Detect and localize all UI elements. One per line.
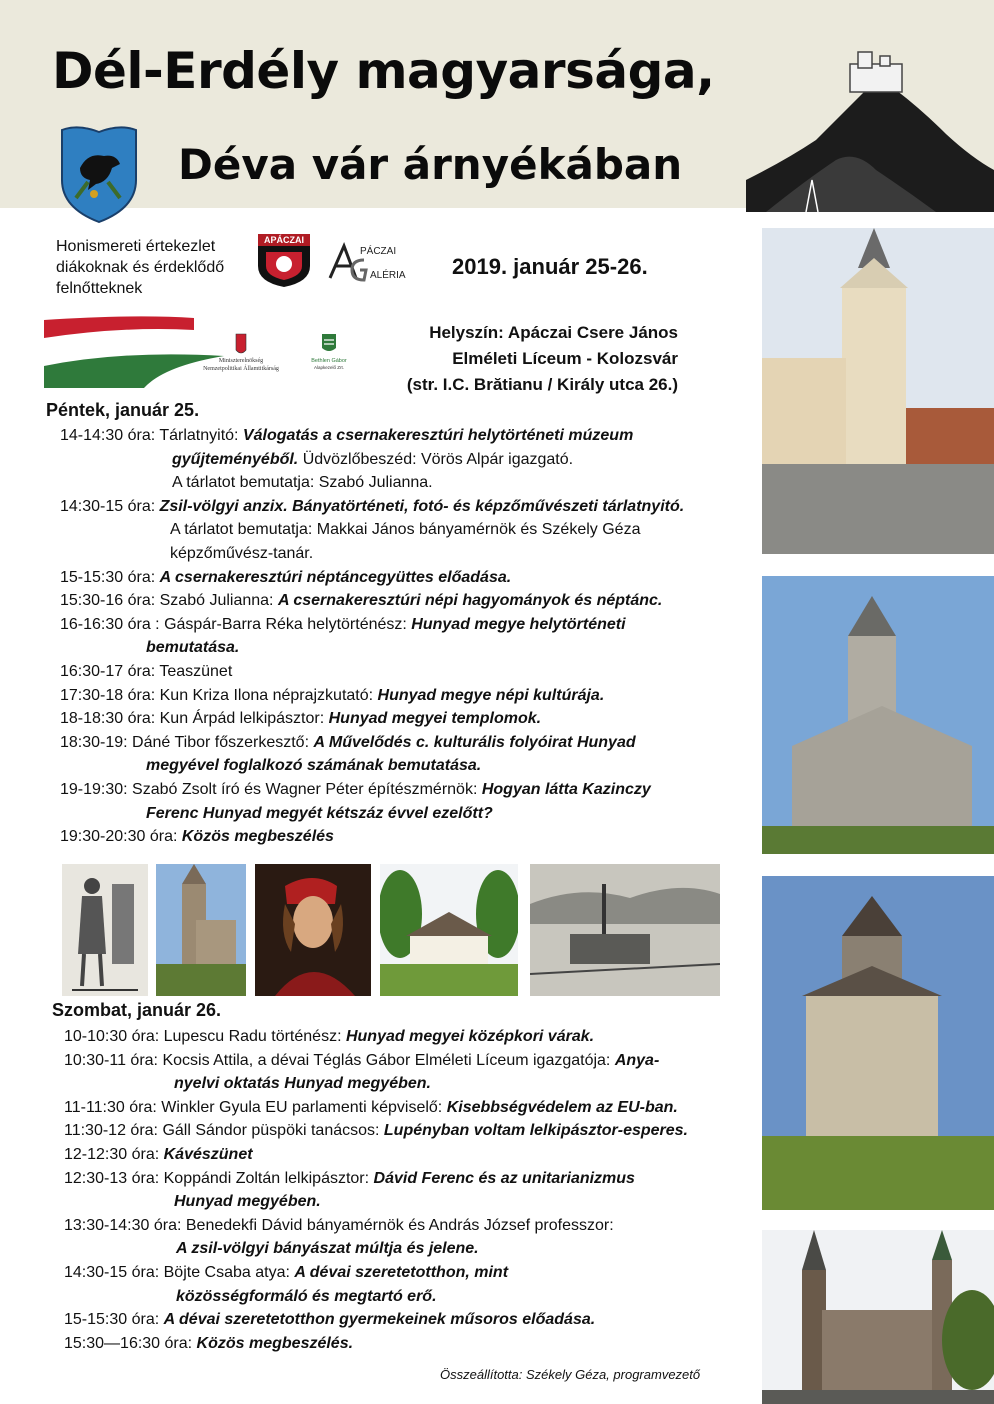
program-line xyxy=(64,1119,688,1143)
program-text: 19-19:30: Szabó Zsolt író és Wagner Péter építészmérnök: xyxy=(60,780,482,798)
program-line xyxy=(64,1261,688,1285)
program-line xyxy=(64,1049,688,1073)
program-title: Hunyad megye népi kultúrája. xyxy=(377,686,605,704)
intro-line: felnőtteknek xyxy=(56,280,143,297)
program-text: 14-14:30 óra: Tárlatnyitó: xyxy=(60,427,243,444)
program-title: Kisebbségvédelem az EU-ban. xyxy=(446,1098,678,1116)
program-title: A Művelődés c. kulturális folyóirat Hunyad xyxy=(313,733,636,751)
program-title: Válogatás a csernakeresztúri helytörténeti múzeum xyxy=(242,427,634,444)
program-title: Zsil-völgyi anzix. Bányatörténeti, fotó- és képzőművészeti tárlatnyitó. xyxy=(159,497,685,515)
program-title: bemutatása. xyxy=(146,639,240,657)
event-date: 2019. január 25-26. xyxy=(452,254,648,279)
program-title: A zsil-völgyi bányászat múltja és jelene. xyxy=(176,1240,479,1258)
program-line xyxy=(60,495,684,519)
romanesque-church-image xyxy=(762,576,994,854)
galeria-label-top: PÁCZAI xyxy=(360,246,397,257)
apaczai-logo xyxy=(256,232,312,288)
program-title: A dévai szeretetotthon, mint xyxy=(294,1263,509,1281)
program-line xyxy=(64,1308,688,1332)
program-line xyxy=(64,1237,688,1261)
program-text: 18:30-19: Dáné Tibor főszerkesztő: xyxy=(60,733,314,751)
program-title: A csernakeresztúri néptáncegyüttes előadása. xyxy=(159,568,512,586)
program-line xyxy=(60,825,684,849)
program-line xyxy=(60,778,684,802)
venue-line: Elméleti Líceum - Kolozsvár xyxy=(452,349,678,368)
program-line xyxy=(64,1214,688,1238)
program-title: nyelvi oktatás Hunyad megyében. xyxy=(174,1075,431,1093)
program-line xyxy=(60,566,684,590)
friday-heading: Péntek, január 25. xyxy=(46,400,200,420)
intro-line: Honismereti értekezlet xyxy=(56,238,216,255)
program-line xyxy=(60,754,684,778)
page-subtitle: Déva vár árnyékában xyxy=(178,140,683,189)
intro-line: diákoknak és érdeklődő xyxy=(56,259,225,276)
program-text: 13:30-14:30 óra: Benedekfi Dávid bányamérnök és András József professzor: xyxy=(64,1216,614,1234)
program-line xyxy=(60,707,684,731)
page-title: Dél-Erdély magyarsága, xyxy=(52,42,715,100)
program-line xyxy=(64,1190,688,1214)
portrait-painting-image xyxy=(255,864,371,996)
program-line xyxy=(64,1096,688,1120)
program-line xyxy=(64,1143,688,1167)
program-title: Anya- xyxy=(614,1051,660,1069)
venue-line: (str. I.C. Brătianu / Király utca 26.) xyxy=(406,375,678,394)
venue-block xyxy=(407,320,678,398)
program-text: 11:30-12 óra: Gáll Sándor püspöki tanácsos: xyxy=(64,1122,384,1140)
program-line xyxy=(64,1167,688,1191)
program-text: 10-10:30 óra: Lupescu Radu történész: xyxy=(64,1028,346,1045)
program-text: 15-15:30 óra: xyxy=(64,1311,164,1329)
program-text: 19:30-20:30 óra: xyxy=(60,828,182,846)
program-title: Lupényban voltam lelkipásztor-esperes. xyxy=(383,1122,688,1140)
program-text: 18-18:30 óra: Kun Árpád lelkipásztor: xyxy=(60,710,329,728)
program-line xyxy=(60,424,684,448)
program-title: gyűjteményéből. xyxy=(172,450,299,468)
program-line xyxy=(60,542,684,566)
program-text: 16-16:30 óra : Gáspár-Barra Réka helytörténész: xyxy=(60,615,412,633)
compiled-by-credit: Összeállította: Székely Géza, programvezető xyxy=(440,1367,701,1382)
program-title: A csernakeresztúri népi hagyományok és néptánc. xyxy=(277,592,663,610)
program-line xyxy=(60,613,684,637)
program-text: 15:30—16:30 óra: xyxy=(64,1334,197,1352)
program-text: Üdvözlőbeszéd: Vörös Alpár igazgató. xyxy=(298,450,574,468)
program-line xyxy=(64,1332,688,1356)
program-line xyxy=(60,684,684,708)
program-title: Kávészünet xyxy=(163,1145,253,1163)
stone-church-image xyxy=(156,864,246,996)
hunyadi-engraving-image xyxy=(62,864,148,996)
program-title: Hunyad megyében. xyxy=(174,1193,321,1211)
rotunda-image xyxy=(762,876,994,1210)
galeria-label-bottom: ALÉRIA xyxy=(370,270,406,281)
program-title: A dévai szeretetotthon gyermekeinek műsoros előadása. xyxy=(163,1311,596,1329)
program-text: A tárlatot bemutatja: Szabó Julianna. xyxy=(172,474,433,492)
mansion-image xyxy=(380,864,518,996)
program-text: A tárlatot bemutatja: Makkai János bányamérnök és Székely Géza xyxy=(170,521,641,539)
program-line xyxy=(60,471,684,495)
program-text: 12:30-13 óra: Koppándi Zoltán lelkipásztor: xyxy=(64,1169,374,1187)
vajdahunyad-castle-image xyxy=(762,1230,994,1404)
program-text: képzőművész-tanár. xyxy=(170,544,314,562)
program-line xyxy=(60,660,684,684)
program-line xyxy=(60,802,684,826)
program-line xyxy=(64,1285,688,1309)
saturday-program xyxy=(64,1025,688,1355)
program-line xyxy=(60,636,684,660)
program-line xyxy=(64,1072,688,1096)
program-title: megyével foglalkozó számának bemutatása. xyxy=(146,757,482,775)
saturday-heading: Szombat, január 26. xyxy=(52,1000,222,1020)
ministry-banner xyxy=(44,316,366,388)
program-text: 15-15:30 óra: xyxy=(60,568,160,586)
program-title: Közös megbeszélés xyxy=(181,828,334,846)
church-tower-image xyxy=(762,228,994,554)
program-line xyxy=(60,731,684,755)
program-title: Közös megbeszélés. xyxy=(196,1334,354,1352)
program-line xyxy=(60,518,684,542)
deva-castle-image xyxy=(746,30,994,212)
program-text: 11-11:30 óra: Winkler Gyula EU parlamenti képviselő: xyxy=(64,1098,447,1116)
program-title: Hunyad megyei templomok. xyxy=(328,710,542,728)
apaczai-logo-label: APÁCZAI xyxy=(264,235,304,245)
venue-line: Helyszín: Apáczai Csere János xyxy=(429,323,678,342)
ministry-label: Miniszterelnökség xyxy=(218,358,264,364)
program-text: 14:30-15 óra: xyxy=(60,497,160,515)
bethlen-label: Bethlen Gábor xyxy=(311,358,347,364)
program-title: Ferenc Hunyad megyét kétszáz évvel ezelőtt? xyxy=(146,804,493,822)
program-text: 12-12:30 óra: xyxy=(64,1145,164,1163)
program-text: 16:30-17 óra: Teaszünet xyxy=(60,662,233,680)
program-text: 10:30-11 óra: Kocsis Attila, a dévai Téglás Gábor Elméleti Líceum igazgatója: xyxy=(64,1051,615,1069)
mining-postcard-image xyxy=(530,864,720,996)
program-line xyxy=(60,448,684,472)
bethlen-label: Alapkezelő Zrt. xyxy=(313,365,345,370)
program-line xyxy=(64,1025,688,1049)
program-title: Dávid Ferenc és az unitarianizmus xyxy=(373,1169,635,1187)
ministry-label: Nemzetpolitikai Államtitkárság xyxy=(203,366,279,372)
program-text: 17:30-18 óra: Kun Kriza Ilona néprajzkutató: xyxy=(60,686,378,704)
apaczai-galeria-logo xyxy=(326,240,416,282)
program-line xyxy=(60,589,684,613)
program-title: közösségformáló és megtartó erő. xyxy=(176,1287,437,1305)
program-title: Hogyan látta Kazinczy xyxy=(481,780,651,798)
program-title: Hunyad megyei középkori várak. xyxy=(345,1028,595,1045)
program-text: 15:30-16 óra: Szabó Julianna: xyxy=(60,592,278,610)
deva-crest-icon xyxy=(58,124,140,224)
program-text: 14:30-15 óra: Böjte Csaba atya: xyxy=(64,1263,295,1281)
friday-program xyxy=(60,424,684,849)
program-title: Hunyad megye helytörténeti xyxy=(411,615,626,633)
event-description xyxy=(56,236,256,299)
